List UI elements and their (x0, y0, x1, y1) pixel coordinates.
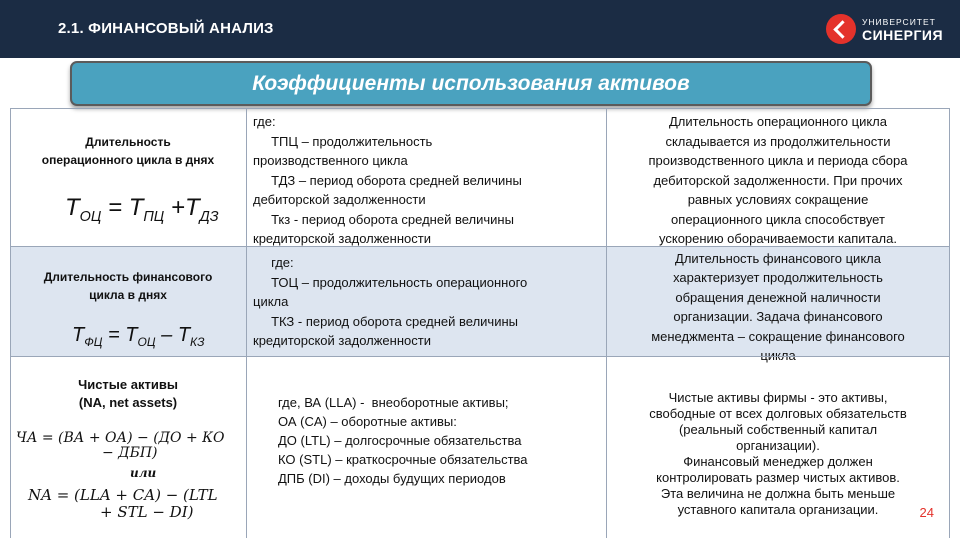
row2-label-line1: Длительность финансового (43, 270, 213, 284)
f2-a: T (125, 324, 138, 346)
row2-label (10, 268, 246, 304)
grid-line (606, 108, 607, 538)
row3-label-line2: (NA, net assets) (78, 395, 178, 410)
f1-b: T (184, 194, 200, 221)
f1-a: T (128, 194, 144, 221)
header-bar (0, 0, 960, 58)
f2-a-sub: ОЦ (137, 335, 156, 349)
f1-eq: = (101, 194, 129, 221)
grid-line (10, 108, 11, 538)
content-table (10, 108, 950, 538)
row1-label-line2: операционного цикла в днях (41, 153, 215, 167)
row1-label-line1: Длительность (85, 135, 171, 149)
net-assets-explanation: Чистые активы фирмы - это активы, свободные от всех долговых обязательств (реальный собственный капитал организации). Финансовый менеджер должен контролировать размер чистых активов. Эта величина не должна быть меньше уставного капитала организации. (649, 390, 907, 517)
f1-left: T (65, 194, 80, 221)
slide-title-banner (70, 61, 872, 106)
f2-b: T (177, 324, 191, 346)
f1-a-sub: ПЦ (143, 208, 165, 225)
net-assets-formula-ru-cont: − ДБП) (102, 445, 158, 461)
logo-chevron-icon (826, 14, 856, 44)
cycle-explanation: Длительность операционного цикла складывается из продолжительности производственного цикла и периода сбора дебиторской задолженности. При прочих равных условиях сокращение операционного цикла способствует ускорению оборачиваемости капитала. Длительность финансового цикла характеризует продолжительность обращения денежной наличности организации. Задача финансового менеджмента – сокращение финансового цикла (648, 114, 908, 363)
section-title: 2.1. ФИНАНСОВЫЙ АНАЛИЗ (58, 20, 274, 37)
f1-left-sub: ОЦ (79, 208, 102, 225)
row3-definitions: где, ВА (LLA) - внеоборотные активы; ОА (CA) – оборотные активы: ДО (LTL) – долгосрочные обязательства КО (STL) – краткосрочные обязательства ДПБ (DI) – доходы будущих периодов (278, 395, 528, 486)
row2-label-line2: цикла в днях (89, 288, 167, 302)
net-assets-formula-en: NA = (LLA + CA) − (LTL (28, 486, 218, 504)
row1-definitions: где: ТПЦ – продолжительность производственного цикла ТДЗ – период оборота средней величины дебиторской задолженности Ткз - период оборота средней величины кредиторской задолженности (253, 114, 522, 246)
f2-left: T (72, 324, 85, 346)
f2-op: – (155, 324, 178, 346)
logo-line2: СИНЕРГИЯ (862, 27, 944, 43)
row2-definitions: где: ТОЦ – продолжительность операционного цикла ТКЗ - период оборота средней величины кредиторской задолженности (253, 255, 528, 348)
f2-eq: = (102, 324, 126, 346)
f1-b-sub: ДЗ (199, 208, 219, 225)
page-number: 24 (919, 505, 934, 520)
net-assets-formula-ru: ЧА = (ВА + ОА) − (ДО + КО (16, 430, 225, 446)
slide-title: Коэффициенты использования активов (252, 71, 690, 95)
grid-line (10, 108, 950, 109)
row3-label-line1: Чистые активы (78, 377, 178, 392)
f1-op: + (164, 194, 185, 221)
grid-line (246, 108, 247, 538)
f2-left-sub: ФЦ (84, 335, 103, 349)
row3-label (10, 376, 246, 412)
logo-line1: УНИВЕРСИТЕТ (862, 17, 936, 27)
net-assets-formula-en-cont: + STL − DI) (100, 503, 194, 521)
university-logo (826, 14, 946, 46)
grid-line (10, 246, 950, 247)
row2-formula (72, 324, 204, 349)
f2-b-sub: КЗ (190, 335, 205, 349)
grid-line (949, 108, 950, 538)
grid-line (10, 356, 950, 357)
row1-label (10, 133, 246, 169)
row1-formula (65, 194, 219, 225)
or-word: или (130, 466, 157, 480)
